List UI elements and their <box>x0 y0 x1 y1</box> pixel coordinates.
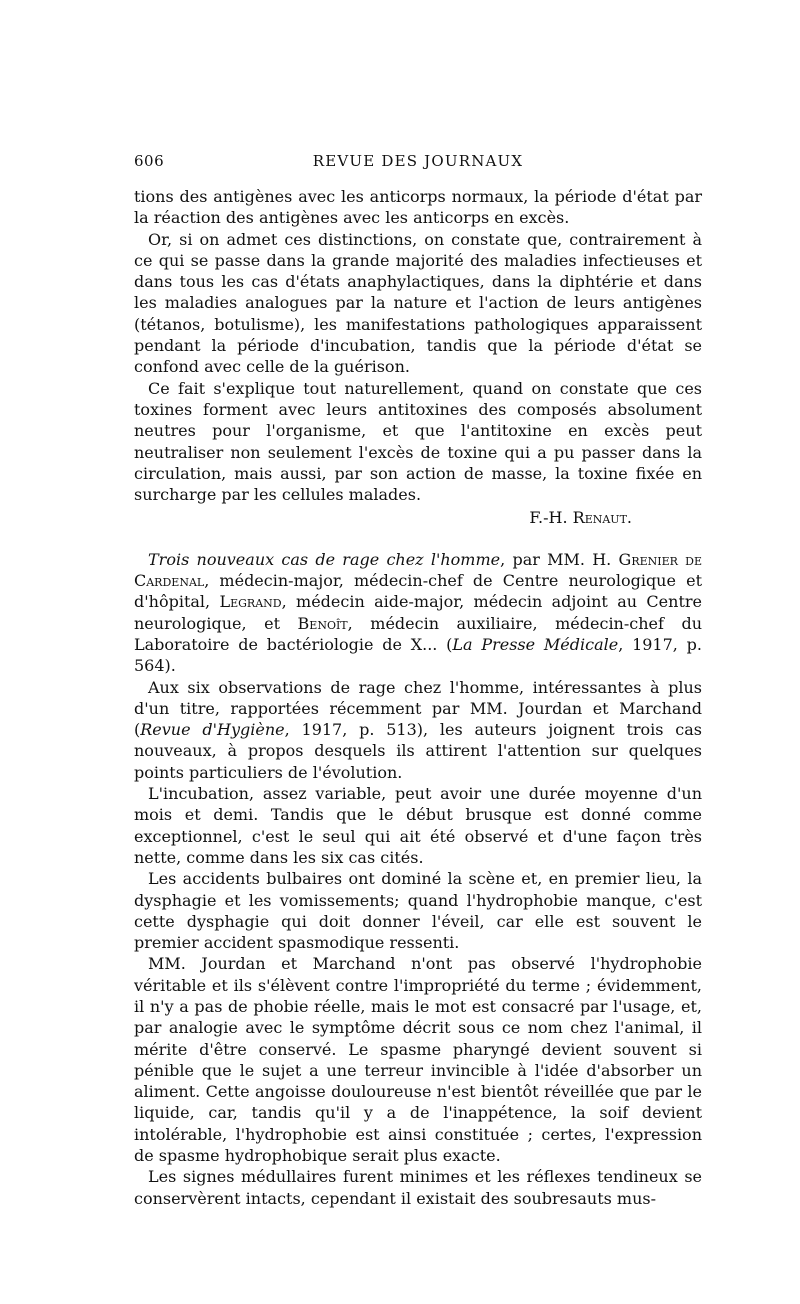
author-name: Benoît <box>297 613 348 633</box>
paragraph: Ce fait s'explique tout naturellement, quand on constate que ces toxines forment avec leurs antitoxines des composés absolument neutres pour l'organisme, et que l'antitoxine en excès peut neutraliser non seulement l'excès de toxine qui a pu passer dans la circulation, mais aussi, par son action de masse, la toxine fixée en surcharge par les cellules malades. <box>134 378 702 505</box>
paragraph <box>134 677 702 783</box>
page-number: 606 <box>134 152 165 170</box>
article-by: , par MM. H. <box>500 549 612 569</box>
paragraph-continuation: tions des antigènes avec les anticorps normaux, la période d'état par la réaction des antigènes avec les anticorps en excès. <box>134 187 702 228</box>
paragraph-start: Aux six observations de rage chez l'homme, intéressantes à plus d'un titre, rapportées récemment par MM. Jourdan et Marchand ( <box>134 677 702 740</box>
signature-surname: Renaut. <box>572 508 632 528</box>
source-journal: La Presse Médicale <box>452 634 619 654</box>
article-citation <box>134 549 702 677</box>
author-role: , médecin aide-major, médecin adjoint au Centre neurologique, et <box>134 592 702 633</box>
paragraph: Les accidents bulbaires ont dominé la scène et, en premier lieu, la dysphagie et les vomissements; quand l'hydrophobie manque, c'est cette dysphagie qui doit donner l'éveil, car elle est souvent le premier accident spasmodique ressenti. <box>134 869 702 953</box>
article-title: Trois nouveaux cas de rage chez l'homme <box>148 549 501 569</box>
paragraph: MM. Jourdan et Marchand n'ont pas observé l'hydrophobie véritable et ils s'élèvent contre l'impropriété du terme ; évidemment, il n'y a pas de phobie réelle, mais le mot est consacré par l'usage, et, par analogie avec le symptôme décrit sous ce nom chez l'animal, il mérite d'être conservé. Le spasme pharyngé devient souvent si pénible que le sujet a une terreur invincible à l'idée d'absorber un aliment. Cette angoisse douloureuse n'est bientôt réveillée que par le liquide, car, tandis qu'il y a de l'inappétence, la soif devient intolérable, l'hydrophobie est ainsi constituée ; certes, l'expression de spasme hydrophobique serait plus exacte. <box>134 954 702 1166</box>
paragraph: L'incubation, assez variable, peut avoir une durée moyenne d'un mois et demi. Tandis que le début brusque est donné comme exceptionnel, c'est le seul qui ait été observé et d'une façon très nette, comme dans les six cas cités. <box>134 784 702 867</box>
body-text <box>134 186 702 1209</box>
review-signature <box>134 507 702 528</box>
source-reference: , 1917, p. 564). <box>134 634 702 676</box>
cited-journal: Revue d'Hygiène <box>140 720 285 740</box>
paragraph-end: , 1917, p. 513), les auteurs joignent trois cas nouveaux, à propos desquels ils attirent l'attention sur quelques points particuliers de l'évolution. <box>134 720 703 782</box>
author-role: , médecin auxiliaire, médecin-chef du Laboratoire de bactériologie de X... ( <box>134 613 702 654</box>
paragraph: Les signes médullaires furent minimes et les réflexes tendineux se conservèrent intacts, cependant il existait des soubresauts mus- <box>134 1167 702 1208</box>
author-name: Grenier de Cardenal <box>134 549 703 591</box>
running-title: REVUE DES JOURNAUX <box>312 152 524 170</box>
page-header <box>134 152 702 176</box>
author-role: , médecin-major, médecin-chef de Centre neurologique et d'hôpital, <box>134 571 702 612</box>
journal-page <box>134 152 702 1209</box>
paragraph: Or, si on admet ces distinctions, on constate que, contrairement à ce qui se passe dans la grande majorité des maladies infectieuses et dans tous les cas d'états anaphylactiques, dans la diphtérie et dans les maladies analogues par la nature et l'action de leurs antigènes (tétanos, botulisme), les manifestations pathologiques apparaissent pendant la période d'incubation, tandis que la période d'état se confond avec celle de la guérison. <box>134 229 702 377</box>
author-name: Legrand <box>219 592 282 612</box>
signature-initials: F.-H. <box>529 508 568 528</box>
